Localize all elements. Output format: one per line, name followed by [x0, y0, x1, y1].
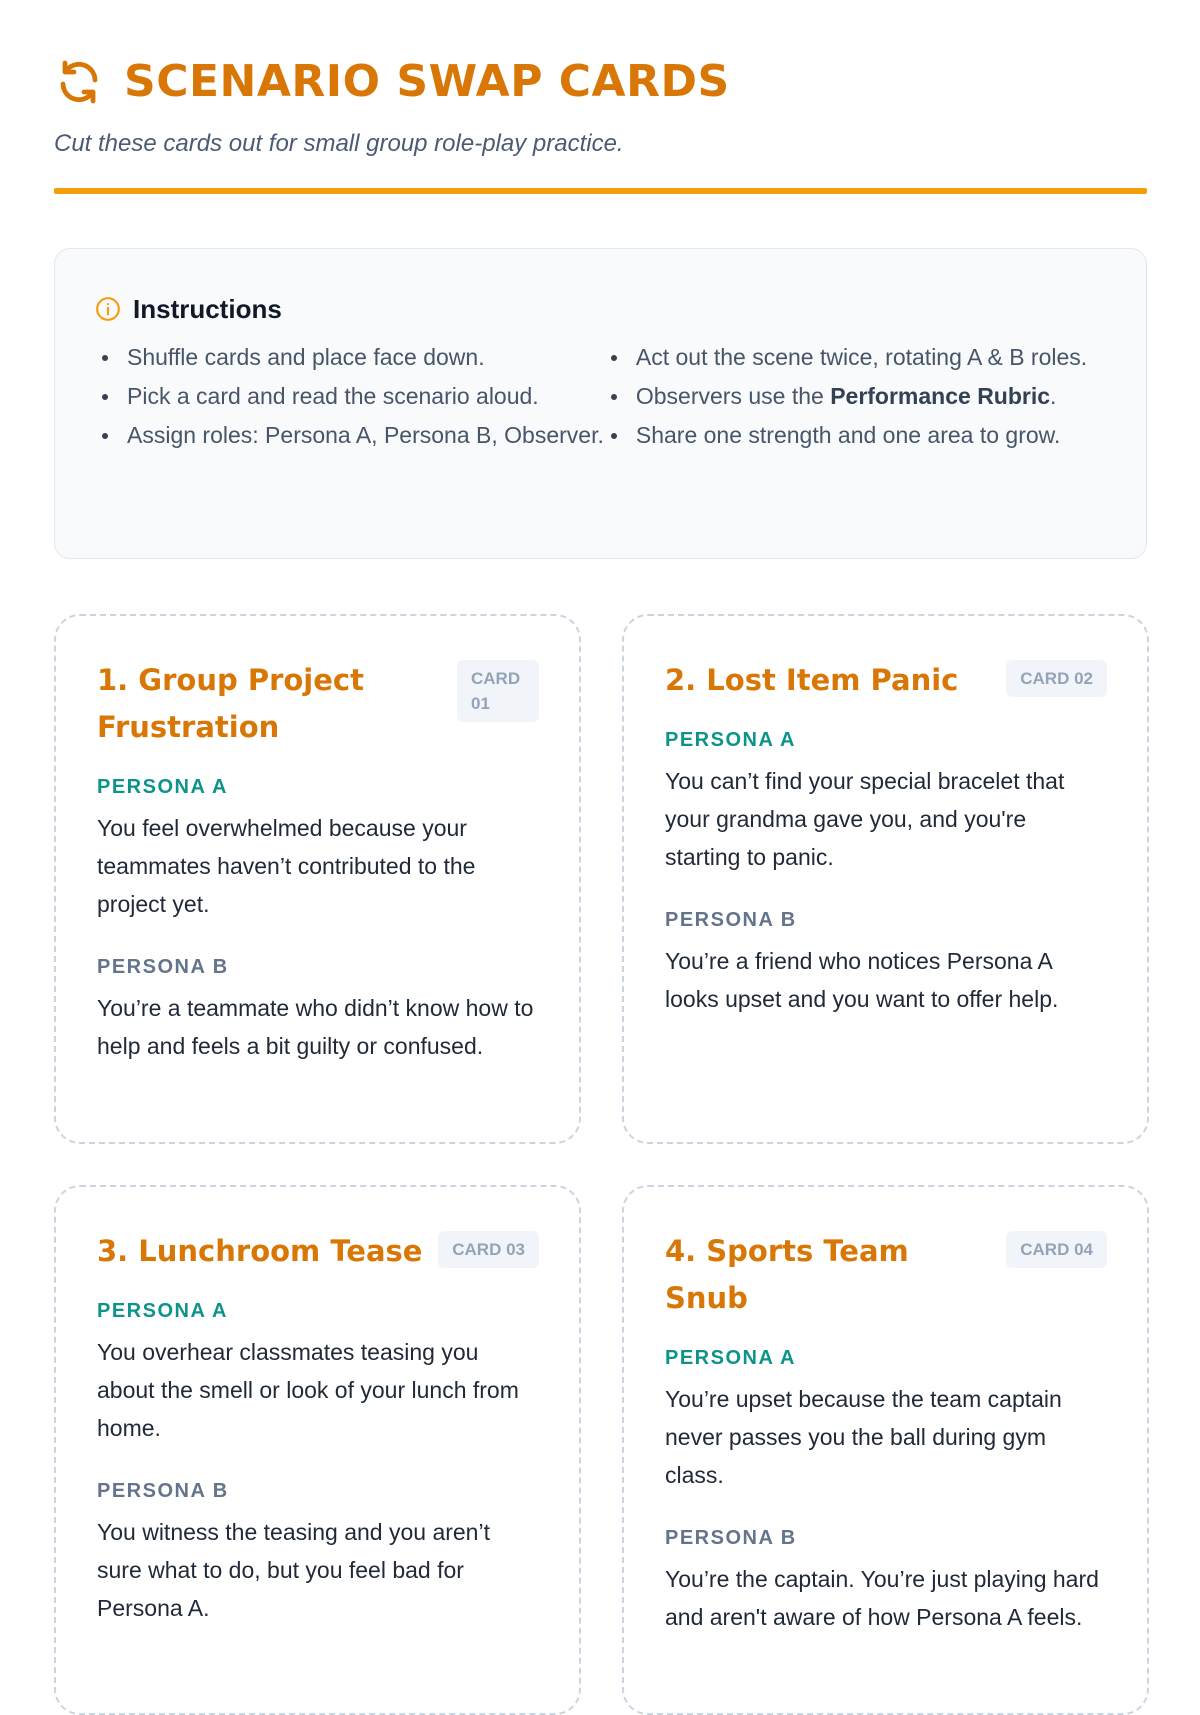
persona-a-label: PERSONA A	[665, 1347, 796, 1369]
rubric-prefix: Observers use the	[635, 383, 831, 409]
persona-a-text: You feel overwhelmed because your teammates haven’t contributed to the project yet.	[97, 815, 476, 917]
scenario-card	[54, 614, 581, 1144]
card-header	[665, 656, 1107, 704]
persona-b-text: You’re a teammate who didn’t know how to help and feels a bit guilty or confused.	[97, 995, 534, 1059]
instructions-column-left	[95, 341, 604, 458]
card-title: 3. Lunchroom Tease	[97, 1234, 423, 1268]
instructions-header	[95, 291, 1106, 327]
persona-b-label: PERSONA B	[97, 1480, 229, 1502]
persona-a-label: PERSONA A	[665, 729, 796, 751]
instruction-item: Pick a card and read the scenario aloud.	[95, 380, 604, 413]
persona-a-text: You’re upset because the team captain never passes you the ball during gym class.	[665, 1386, 1062, 1488]
card-title: 2. Lost Item Panic	[665, 663, 959, 697]
rubric-suffix: .	[1050, 383, 1057, 409]
persona-a-text: You can’t find your special bracelet that your grandma gave you, and you're starting to panic.	[665, 768, 1065, 870]
instructions-column-right	[604, 341, 1106, 458]
instruction-item: Act out the scene twice, rotating A & B roles.	[604, 341, 1106, 374]
persona-b-label: PERSONA B	[665, 1527, 797, 1549]
page-subtitle: Cut these cards out for small group role-play practice.	[54, 130, 624, 157]
rubric-name: Performance Rubric	[830, 383, 1051, 409]
instructions-list-left	[95, 341, 604, 452]
persona-a-label: PERSONA A	[97, 776, 228, 798]
title-row	[54, 52, 1147, 112]
card-title: 1. Group Project Frustration	[97, 663, 364, 744]
persona-a-label: PERSONA A	[97, 1300, 228, 1322]
persona-a-text: You overhear classmates teasing you about the smell or look of your lunch from home.	[97, 1339, 519, 1441]
persona-b-label: PERSONA B	[665, 909, 797, 931]
instructions-title: Instructions	[133, 293, 282, 324]
card-header	[97, 1227, 539, 1275]
scenario-card	[622, 1185, 1149, 1715]
persona-b-label: PERSONA B	[97, 956, 229, 978]
title-divider	[54, 188, 1147, 194]
card-title: 4. Sports Team Snub	[665, 1234, 909, 1315]
persona-b-text: You’re a friend who notices Persona A looks upset and you want to offer help.	[665, 948, 1059, 1012]
instruction-item: Shuffle cards and place face down.	[95, 341, 604, 374]
scenario-card	[622, 614, 1149, 1144]
card-header	[97, 656, 539, 751]
persona-b-text: You witness the teasing and you aren’t sure what to do, but you feel bad for Persona A.	[97, 1519, 490, 1621]
instructions-panel	[54, 248, 1147, 559]
card-header	[665, 1227, 1107, 1322]
refresh-icon	[54, 57, 104, 107]
instructions-columns	[95, 341, 1106, 458]
card-number-badge: CARD 01	[457, 660, 539, 722]
scenario-card	[54, 1185, 581, 1715]
card-number-badge: CARD 03	[438, 1231, 539, 1268]
instruction-item: Assign roles: Persona A, Persona B, Observer.	[95, 419, 604, 452]
instructions-list-right	[604, 341, 1106, 452]
page-title: SCENARIO SWAP CARDS	[124, 56, 730, 107]
scenario-cards-grid	[54, 614, 1147, 1715]
instruction-item: Share one strength and one area to grow.	[604, 419, 1106, 452]
card-number-badge: CARD 04	[1006, 1231, 1107, 1268]
page-header	[54, 0, 1147, 194]
persona-b-text: You’re the captain. You’re just playing hard and aren't aware of how Persona A feels.	[665, 1566, 1099, 1630]
info-icon	[95, 296, 121, 322]
instruction-item-rubric	[604, 380, 1106, 413]
card-number-badge: CARD 02	[1006, 660, 1107, 697]
